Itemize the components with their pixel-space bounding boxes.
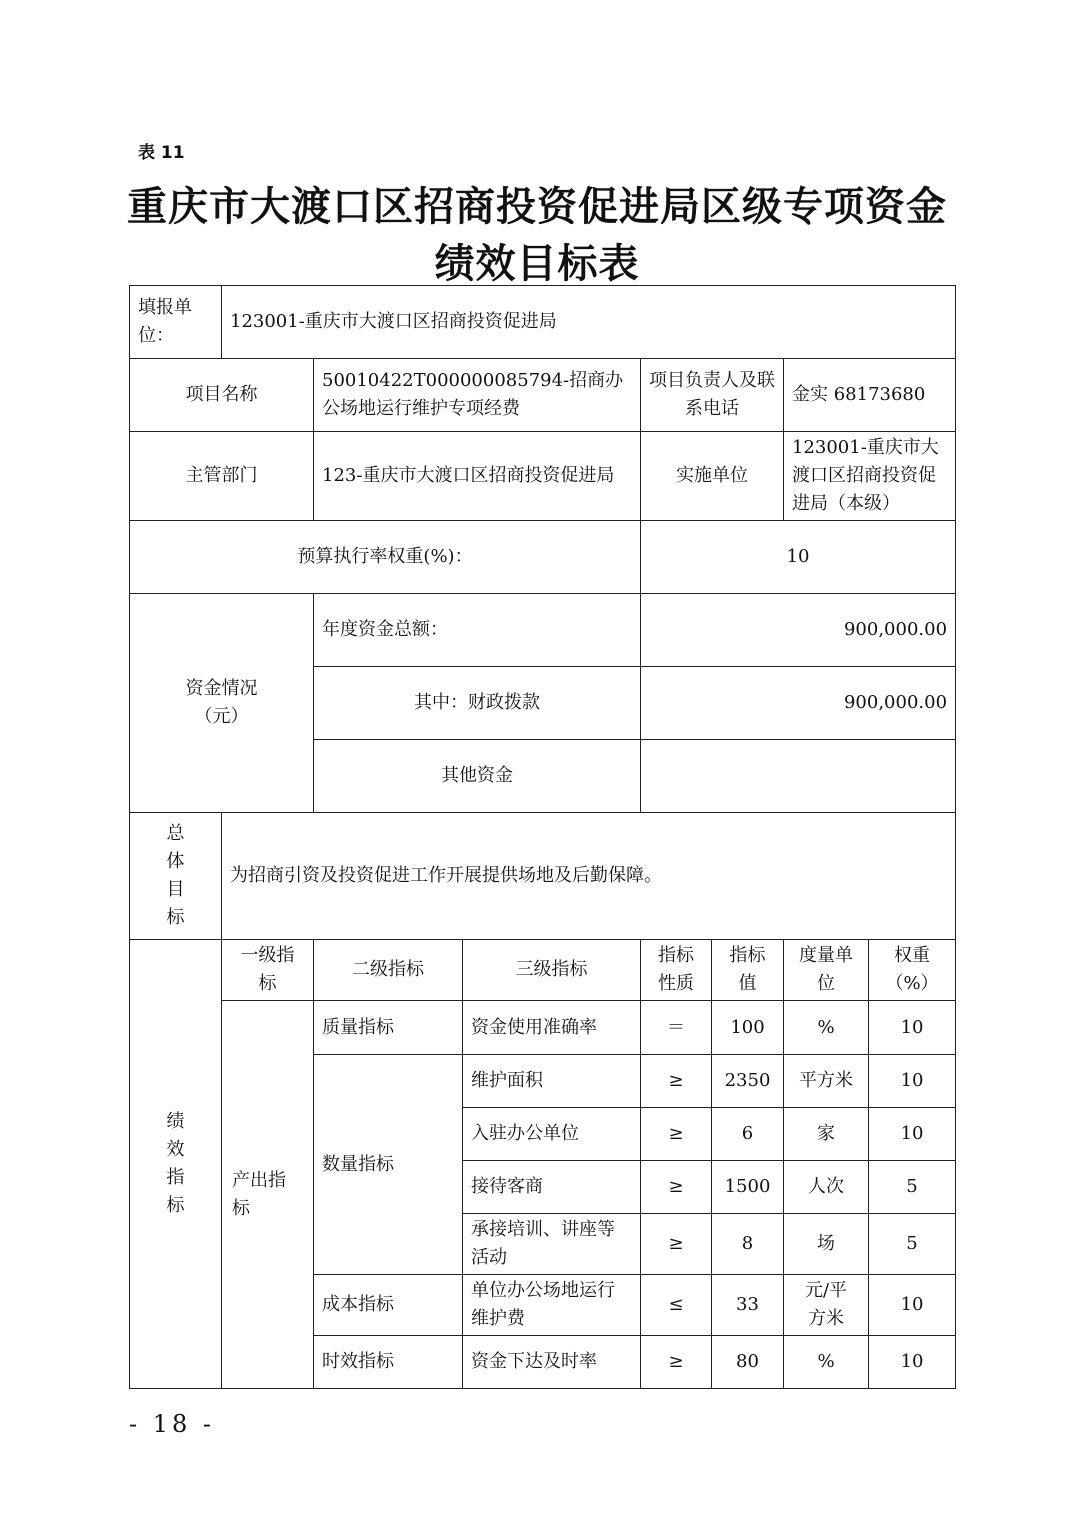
indicator-weight: 10 [869,1055,956,1108]
document-title-line1: 重庆市大渡口区招商投资促进局区级专项资金 [127,184,947,230]
dept-value: 123-重庆市大渡口区招商投资促进局 [314,432,641,521]
filler-label: 填报单位： [130,286,222,359]
indicator-value: 100 [712,1001,784,1055]
group-cost: 成本指标 [314,1275,463,1336]
indicator-nature: ≤ [641,1275,712,1336]
goal-label-char: 标 [166,907,185,928]
indicator-name: 维护面积 [463,1055,641,1108]
indicator-label-char: 绩 [166,1111,185,1132]
indicator-weight: 10 [869,1108,956,1161]
indicator-name: 接待客商 [463,1161,641,1214]
funds-other-label: 其他资金 [314,740,641,813]
goal-label-char: 体 [166,851,185,872]
header-level2: 二级指标 [314,940,463,1001]
indicator-value: 6 [712,1108,784,1161]
header-level3: 三级指标 [463,940,641,1001]
indicator-unit: 元/平方米 [784,1275,869,1336]
funds-total-label: 年度资金总额： [314,594,641,667]
project-name-label: 项目名称 [130,359,314,432]
table-row [130,1001,956,1055]
project-name-value: 50010422T000000085794-招商办公场地运行维护专项经费 [314,359,641,432]
indicator-name: 单位办公场地运行维护费 [463,1275,641,1336]
overall-goal-text: 为招商引资及投资促进工作开展提供场地及后勤保障。 [222,813,956,940]
indicator-weight: 10 [869,1336,956,1389]
level1-output: 产出指标 [222,1001,314,1389]
department-row [130,432,956,521]
indicator-label-char: 标 [166,1195,185,1216]
indicator-value: 1500 [712,1161,784,1214]
indicator-value: 2350 [712,1055,784,1108]
header-value: 指标值 [712,940,784,1001]
indicator-weight: 5 [869,1161,956,1214]
group-timeliness: 时效指标 [314,1336,463,1389]
group-quality: 质量指标 [314,1001,463,1055]
indicator-name: 资金下达及时率 [463,1336,641,1389]
header-nature: 指标性质 [641,940,712,1001]
funds-label: 资金情况（元） [130,594,314,813]
indicator-name: 承接培训、讲座等活动 [463,1214,641,1275]
indicator-unit: 平方米 [784,1055,869,1108]
indicator-name: 资金使用准确率 [463,1001,641,1055]
indicator-unit: 人次 [784,1161,869,1214]
goal-label-char: 总 [166,823,185,844]
indicator-nature: ≥ [641,1161,712,1214]
overall-goal-row [130,813,956,940]
indicator-value: 80 [712,1336,784,1389]
budget-weight-label: 预算执行率权重(%)： [130,521,641,594]
indicator-value: 8 [712,1214,784,1275]
indicator-weight: 10 [869,1275,956,1336]
funds-fiscal-label: 其中：财政拨款 [314,667,641,740]
indicator-unit: 家 [784,1108,869,1161]
indicator-weight: 10 [869,1001,956,1055]
impl-unit-label: 实施单位 [641,432,784,521]
leader-label: 项目负责人及联系电话 [641,359,784,432]
overall-goal-label [130,813,222,940]
indicator-name: 入驻办公单位 [463,1108,641,1161]
group-quantity: 数量指标 [314,1055,463,1275]
performance-goal-table [129,285,956,1389]
funds-total-value: 900,000.00 [641,594,956,667]
indicator-nature: ≥ [641,1336,712,1389]
indicator-unit: % [784,1336,869,1389]
funds-other-value [641,740,956,813]
page-number: - 18 - [129,1410,216,1438]
dept-label: 主管部门 [130,432,314,521]
budget-weight-value: 10 [641,521,956,594]
indicator-weight: 5 [869,1214,956,1275]
indicator-nature: ＝ [641,1001,712,1055]
indicator-label-char: 指 [166,1167,185,1188]
indicator-unit: % [784,1001,869,1055]
budget-weight-row [130,521,956,594]
indicator-value: 33 [712,1275,784,1336]
header-weight: 权重（%） [869,940,956,1001]
indicator-nature: ≥ [641,1214,712,1275]
goal-label-char: 目 [166,879,185,900]
filler-row [130,286,956,359]
header-level1: 一级指标 [222,940,314,1001]
indicator-header-row [130,940,956,1001]
impl-unit-value: 123001-重庆市大渡口区招商投资促进局（本级） [784,432,956,521]
leader-value: 金实 68173680 [784,359,956,432]
funds-total-row [130,594,956,667]
table-number: 表 11 [138,143,185,163]
project-row [130,359,956,432]
header-unit: 度量单位 [784,940,869,1001]
filler-value: 123001-重庆市大渡口区招商投资促进局 [222,286,956,359]
indicator-nature: ≥ [641,1055,712,1108]
indicator-unit: 场 [784,1214,869,1275]
indicator-label-char: 效 [166,1139,185,1160]
funds-fiscal-value: 900,000.00 [641,667,956,740]
indicator-nature: ≥ [641,1108,712,1161]
performance-indicator-label [130,940,222,1389]
document-title-line2: 绩效目标表 [434,241,640,287]
